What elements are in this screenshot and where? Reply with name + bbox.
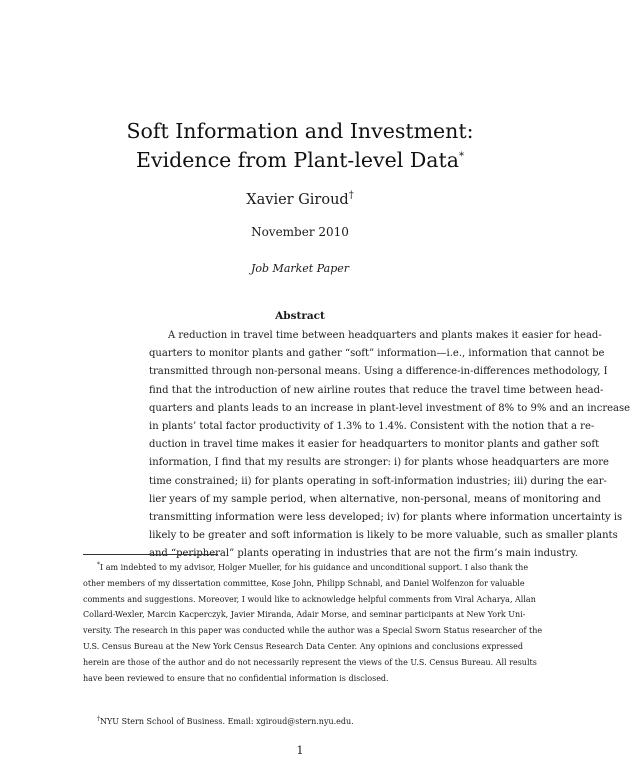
author-footnote-mark: † (348, 190, 354, 202)
title-line-2 (0, 145, 600, 175)
abstract-heading: Abstract (275, 310, 325, 322)
footnote-2 (97, 715, 354, 729)
abstract-body (149, 327, 630, 563)
footnote-1-line: U.S. Census Bureau at the New York Census Research Data Center. Any opinions and conclusions expressed (83, 641, 524, 651)
author-name: Xavier Giroud (246, 192, 349, 208)
abstract-line: and “peripheral” plants operating in industries that are not the firm’s main industry. (149, 548, 578, 560)
author (0, 190, 600, 210)
footnote-rule (83, 554, 218, 555)
abstract-line: find that the introduction of new airline routes that reduce the travel time between head- (149, 384, 604, 396)
date: November 2010 (251, 225, 349, 239)
abstract-line: A reduction in travel time between headquarters and plants makes it easier for head- (168, 330, 602, 341)
abstract-line: likely to be greater and soft information is likely to be more valuable, such as smaller plants (149, 530, 618, 542)
title-footnote-mark: * (458, 151, 464, 163)
abstract-line: transmitted through non-personal means. Using a difference-in-differences methodology, I (149, 366, 608, 378)
abstract-line: information, I find that my results are stronger: i) for plants whose headquarters are more (149, 457, 609, 469)
abstract-line: time constrained; ii) for plants operating in soft-information industries; iii) during the ear- (149, 475, 607, 487)
title-line-2-text: Evidence from Plant-level Data (136, 148, 459, 172)
abstract-line: duction in travel time makes it easier for headquarters to monitor plants and gather soft (149, 439, 600, 451)
title-line-1-text: Soft Information and Investment: (126, 119, 474, 143)
page-number: 1 (296, 744, 304, 757)
abstract-line: in plants’ total factor productivity of 1.3% to 1.4%. Consistent with the notion that a re- (149, 420, 595, 432)
footnote-1-line (83, 560, 529, 576)
footnote-1-text: I am indebted to my advisor, Holger Mueller, for his guidance and unconditional support. I also thank the (100, 563, 529, 572)
footnote-1-mark: * (97, 561, 100, 569)
footnote-1-line: Collard-Wexler, Marcin Kacperczyk, Javier Miranda, Adair Morse, and seminar participants at New York Uni- (83, 610, 526, 620)
footnote-1-line: versity. The research in this paper was conducted while the author was a Special Sworn Status researcher of the (83, 626, 543, 636)
abstract-line: quarters and plants leads to an increase in plant-level investment of 8% to 9% and an increase (149, 402, 630, 414)
footnote-1 (83, 560, 543, 686)
abstract-line: lier years of my sample period, when alternative, non-personal, means of monitoring and (149, 493, 601, 505)
footnote-1-line: other members of my dissertation committee, Kose John, Philipp Schnabl, and Daniel Wolfenzon for valuable (83, 578, 525, 588)
footnote-1-line: have been reviewed to ensure that no confidential information is disclosed. (83, 673, 389, 683)
title-line-1 (0, 116, 600, 146)
paper-subtitle: Job Market Paper (250, 262, 350, 275)
abstract-line: transmitting information were less developed; iv) for plants where information uncertainty is (149, 511, 623, 523)
footnote-2-text: NYU Stern School of Business. Email: xgiroud@stern.nyu.edu. (100, 717, 354, 726)
footnote-1-line: herein are those of the author and do not necessarily represent the views of the U.S. Census Bureau. All results (83, 657, 537, 667)
abstract-line: quarters to monitor plants and gather “soft” information—i.e., information that cannot be (149, 348, 605, 360)
footnote-2-mark: † (97, 715, 100, 723)
footnote-1-line: comments and suggestions. Moreover, I would like to acknowledge helpful comments from Viral Acharya, Allan (83, 594, 536, 604)
